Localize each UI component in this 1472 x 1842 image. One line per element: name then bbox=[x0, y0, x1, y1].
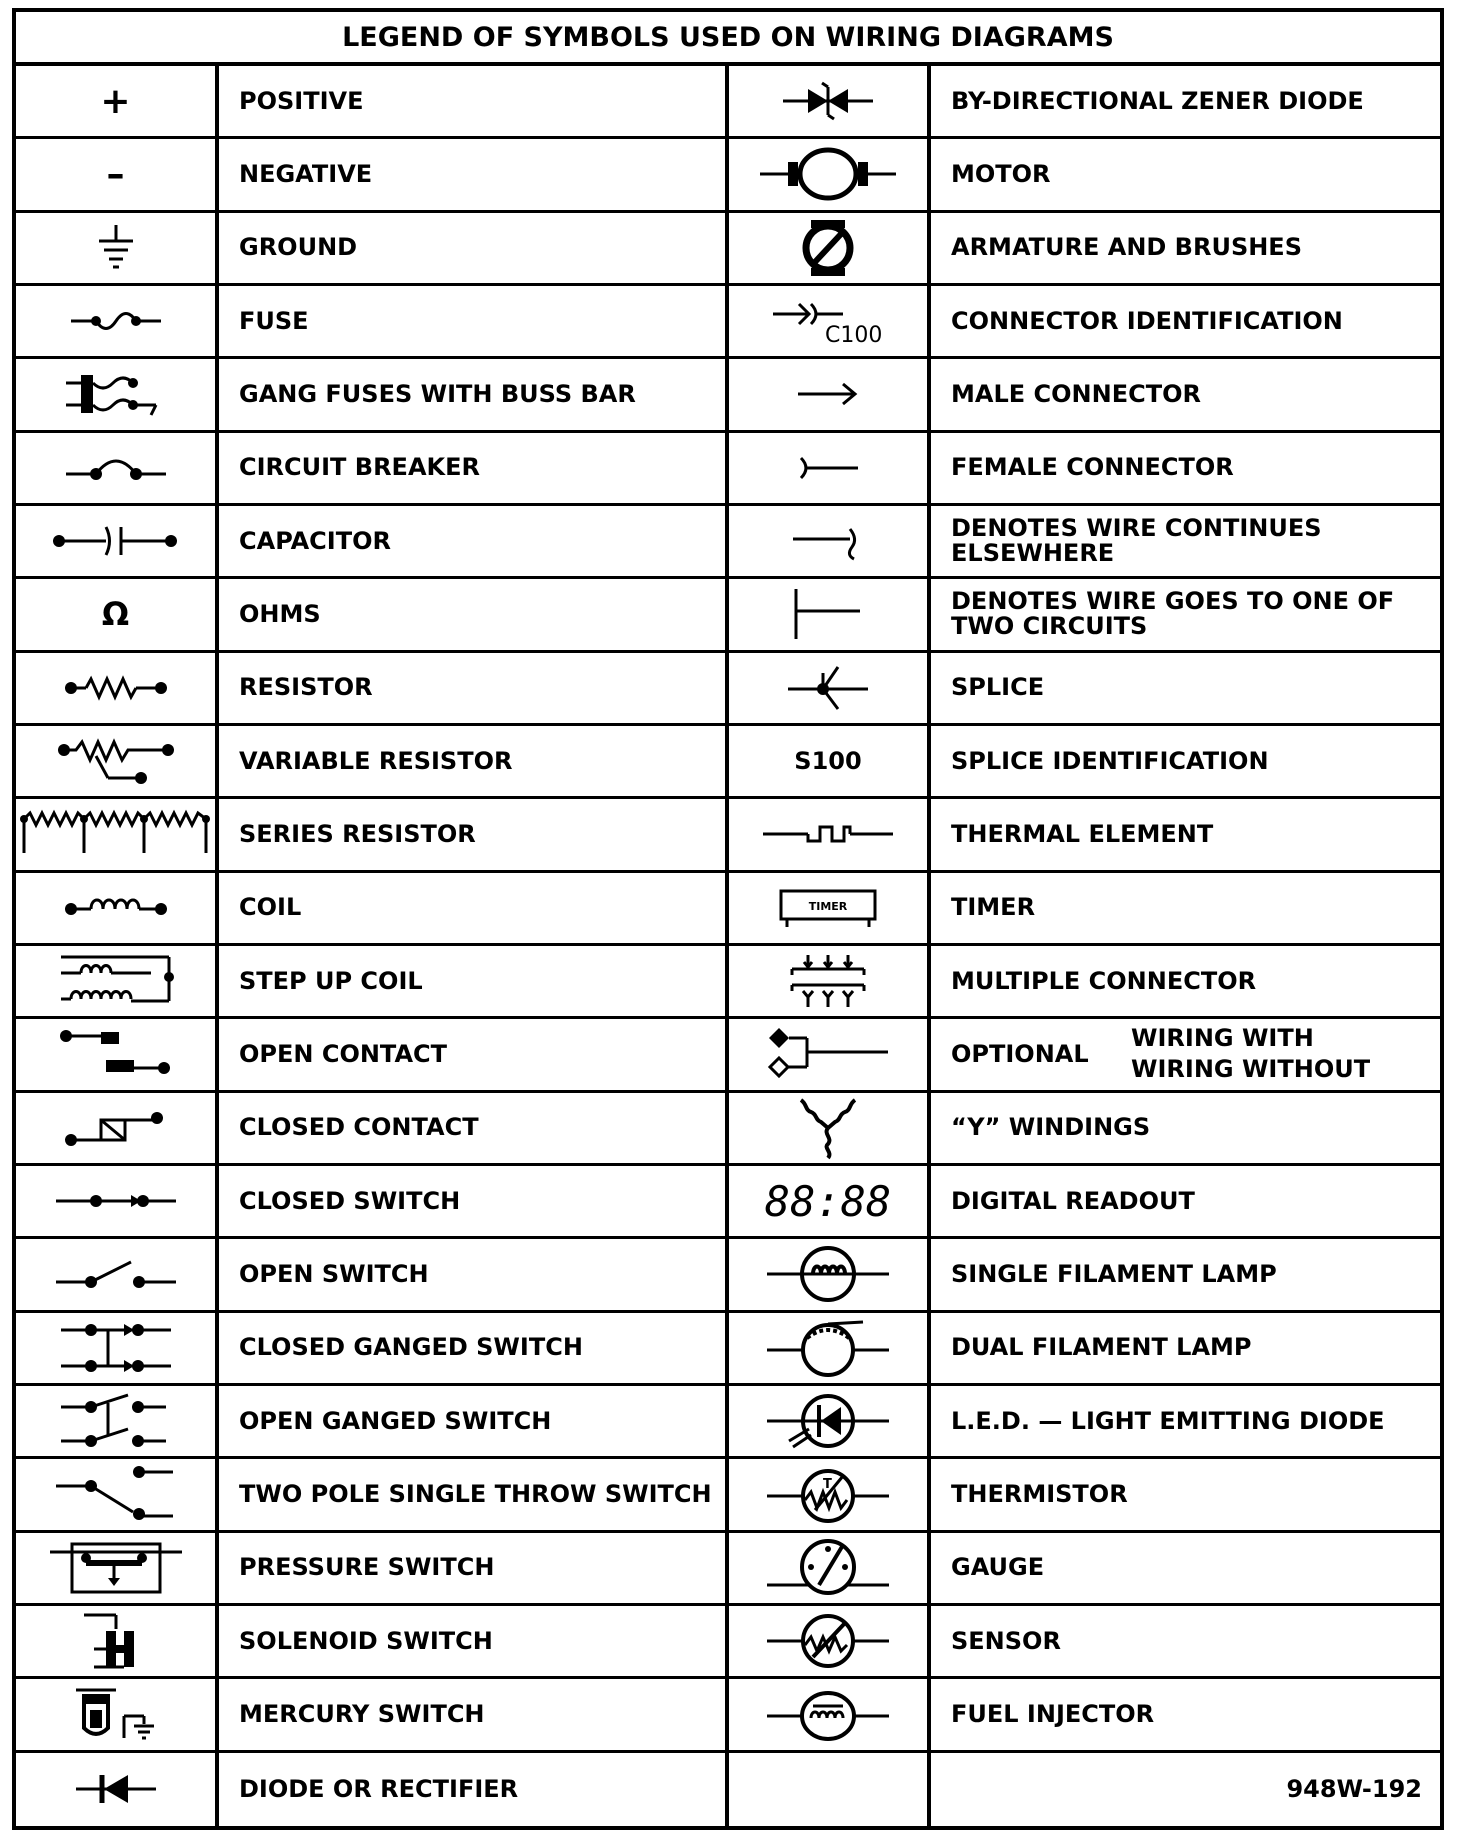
label-solenoid-switch: SOLENOID SWITCH bbox=[219, 1606, 729, 1679]
zener-diode-icon bbox=[729, 66, 931, 139]
optional-wiring-icon bbox=[729, 1019, 931, 1092]
thermistor-icon bbox=[729, 1459, 931, 1532]
label-single-filament-lamp: SINGLE FILAMENT LAMP bbox=[931, 1239, 1440, 1312]
sensor-icon bbox=[729, 1606, 931, 1679]
label-led: L.E.D. — LIGHT EMITTING DIODE bbox=[931, 1386, 1440, 1459]
label-ground: GROUND bbox=[219, 213, 729, 286]
capacitor-icon bbox=[16, 506, 219, 579]
circuit-breaker-icon bbox=[16, 433, 219, 506]
label-digital-readout: DIGITAL READOUT bbox=[931, 1166, 1440, 1239]
pressure-switch-icon bbox=[16, 1533, 219, 1606]
label-wire-two-circuits: DENOTES WIRE GOES TO ONE OF TWO CIRCUITS bbox=[931, 579, 1440, 652]
gauge-icon bbox=[729, 1533, 931, 1606]
fuel-injector-icon bbox=[729, 1679, 931, 1752]
label-closed-ganged-switch: CLOSED GANGED SWITCH bbox=[219, 1313, 729, 1386]
motor-icon bbox=[729, 139, 931, 212]
legend-grid bbox=[16, 66, 1440, 1826]
label-sensor: SENSOR bbox=[931, 1606, 1440, 1679]
wire-continues-icon bbox=[729, 506, 931, 579]
label-ohms: OHMS bbox=[219, 579, 729, 652]
label-wire-continues: DENOTES WIRE CONTINUES ELSEWHERE bbox=[931, 506, 1440, 579]
closed-contact-icon bbox=[16, 1093, 219, 1166]
positive-icon: + bbox=[16, 66, 219, 139]
label-thermistor: THERMISTOR bbox=[931, 1459, 1440, 1532]
label-negative: NEGATIVE bbox=[219, 139, 729, 212]
label-zener-diode: BY-DIRECTIONAL ZENER DIODE bbox=[931, 66, 1440, 139]
label-multiple-connector: MULTIPLE CONNECTOR bbox=[931, 946, 1440, 1019]
label-optional: OPTIONAL bbox=[951, 1039, 1089, 1068]
splice-id-icon: S100 bbox=[729, 726, 931, 799]
label-male-connector: MALE CONNECTOR bbox=[931, 359, 1440, 432]
label-series-resistor: SERIES RESISTOR bbox=[219, 799, 729, 872]
label-circuit-breaker: CIRCUIT BREAKER bbox=[219, 433, 729, 506]
label-closed-contact: CLOSED CONTACT bbox=[219, 1093, 729, 1166]
optional-wiring-labels bbox=[951, 1026, 1440, 1082]
diode-icon bbox=[16, 1753, 219, 1826]
optional-sublabels bbox=[1131, 1026, 1370, 1082]
digital-readout-icon: 88:88 bbox=[729, 1166, 931, 1239]
label-wiring-with: WIRING WITH bbox=[1131, 1024, 1314, 1053]
label-coil: COIL bbox=[219, 873, 729, 946]
multiple-connector-icon bbox=[729, 946, 931, 1019]
svg-text:C100: C100 bbox=[825, 323, 883, 347]
connector-id-icon bbox=[729, 286, 931, 359]
label-gang-fuses: GANG FUSES WITH BUSS BAR bbox=[219, 359, 729, 432]
label-fuel-injector: FUEL INJECTOR bbox=[931, 1679, 1440, 1752]
y-windings-icon bbox=[729, 1093, 931, 1166]
legend-title: LEGEND OF SYMBOLS USED ON WIRING DIAGRAMS bbox=[16, 12, 1440, 66]
label-thermal-element: THERMAL ELEMENT bbox=[931, 799, 1440, 872]
variable-resistor-icon bbox=[16, 726, 219, 799]
label-wiring-without: WIRING WITHOUT bbox=[1131, 1055, 1371, 1084]
label-two-pole-switch: TWO POLE SINGLE THROW SWITCH bbox=[219, 1459, 729, 1532]
label-open-contact: OPEN CONTACT bbox=[219, 1019, 729, 1092]
open-switch-icon bbox=[16, 1239, 219, 1312]
label-variable-resistor: VARIABLE RESISTOR bbox=[219, 726, 729, 799]
label-female-connector: FEMALE CONNECTOR bbox=[931, 433, 1440, 506]
label-dual-filament-lamp: DUAL FILAMENT LAMP bbox=[931, 1313, 1440, 1386]
closed-switch-icon bbox=[16, 1166, 219, 1239]
mercury-switch-icon bbox=[16, 1679, 219, 1752]
label-y-windings: “Y” WINDINGS bbox=[931, 1093, 1440, 1166]
step-up-coil-icon bbox=[16, 946, 219, 1019]
label-open-switch: OPEN SWITCH bbox=[219, 1239, 729, 1312]
label-motor: MOTOR bbox=[931, 139, 1440, 212]
timer-icon bbox=[729, 873, 931, 946]
gang-fuses-icon bbox=[16, 359, 219, 432]
label-optional-wiring bbox=[931, 1019, 1440, 1092]
label-fuse: FUSE bbox=[219, 286, 729, 359]
fuse-icon bbox=[16, 286, 219, 359]
label-connector-id: CONNECTOR IDENTIFICATION bbox=[931, 286, 1440, 359]
wire-two-circuits-icon bbox=[729, 579, 931, 652]
female-connector-icon bbox=[729, 433, 931, 506]
label-positive: POSITIVE bbox=[219, 66, 729, 139]
label-closed-switch: CLOSED SWITCH bbox=[219, 1166, 729, 1239]
label-diode: DIODE OR RECTIFIER bbox=[219, 1753, 729, 1826]
thermal-element-icon bbox=[729, 799, 931, 872]
armature-icon bbox=[729, 213, 931, 286]
negative-icon: – bbox=[16, 139, 219, 212]
open-contact-icon bbox=[16, 1019, 219, 1092]
label-mercury-switch: MERCURY SWITCH bbox=[219, 1679, 729, 1752]
label-resistor: RESISTOR bbox=[219, 653, 729, 726]
ohms-icon: Ω bbox=[16, 579, 219, 652]
label-step-up-coil: STEP UP COIL bbox=[219, 946, 729, 1019]
male-connector-icon bbox=[729, 359, 931, 432]
legend-sheet bbox=[12, 8, 1444, 1830]
label-gauge: GAUGE bbox=[931, 1533, 1440, 1606]
two-pole-switch-icon bbox=[16, 1459, 219, 1532]
svg-text:T: T bbox=[823, 1477, 832, 1493]
solenoid-switch-icon bbox=[16, 1606, 219, 1679]
label-open-ganged-switch: OPEN GANGED SWITCH bbox=[219, 1386, 729, 1459]
open-ganged-switch-icon bbox=[16, 1386, 219, 1459]
label-splice-id: SPLICE IDENTIFICATION bbox=[931, 726, 1440, 799]
dual-filament-lamp-icon bbox=[729, 1313, 931, 1386]
empty-symbol-cell bbox=[729, 1753, 931, 1826]
label-capacitor: CAPACITOR bbox=[219, 506, 729, 579]
label-timer: TIMER bbox=[931, 873, 1440, 946]
label-pressure-switch: PRESSURE SWITCH bbox=[219, 1533, 729, 1606]
label-splice: SPLICE bbox=[931, 653, 1440, 726]
single-filament-lamp-icon bbox=[729, 1239, 931, 1312]
svg-text:TIMER: TIMER bbox=[808, 899, 848, 913]
ground-icon bbox=[16, 213, 219, 286]
series-resistor-icon bbox=[16, 799, 219, 872]
led-icon bbox=[729, 1386, 931, 1459]
figure-code: 948W-192 bbox=[1286, 1774, 1422, 1803]
splice-icon bbox=[729, 653, 931, 726]
coil-icon bbox=[16, 873, 219, 946]
resistor-icon bbox=[16, 653, 219, 726]
label-armature: ARMATURE AND BRUSHES bbox=[931, 213, 1440, 286]
closed-ganged-switch-icon bbox=[16, 1313, 219, 1386]
